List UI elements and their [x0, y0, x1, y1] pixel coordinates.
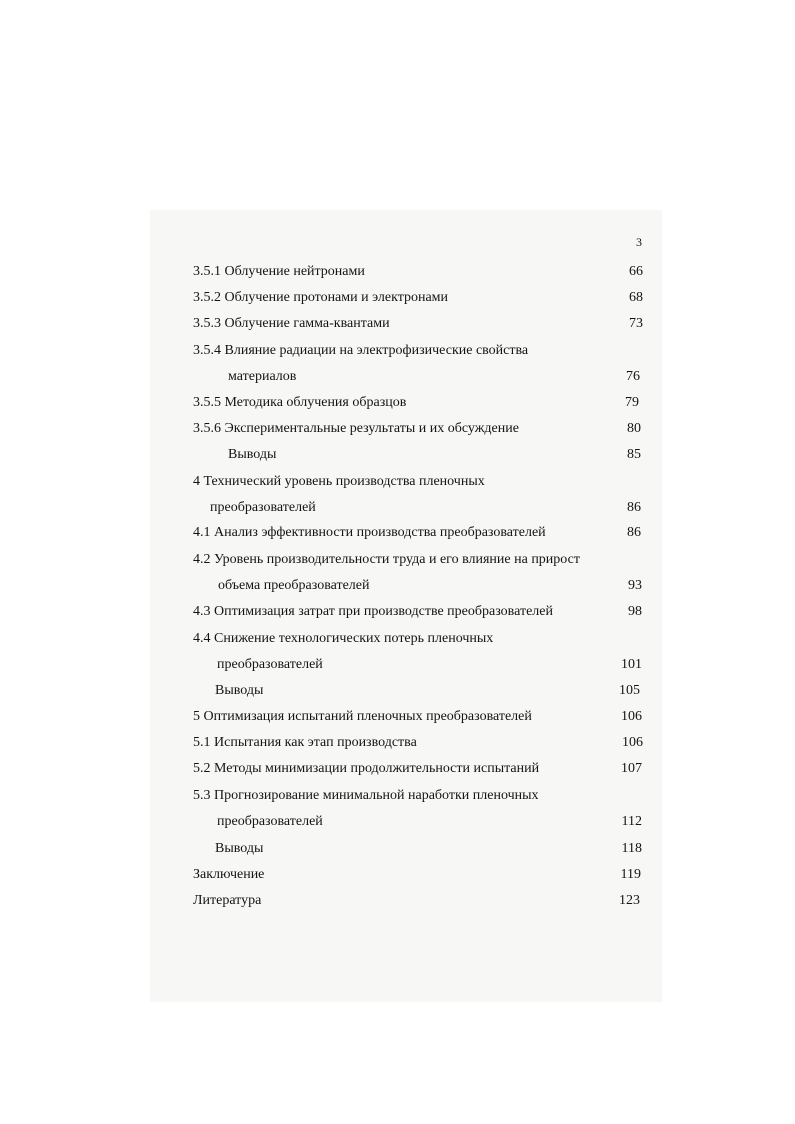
- toc-label: Заключение: [193, 867, 265, 882]
- toc-label: 4.3 Оптимизация затрат при производстве преобразователей: [193, 604, 553, 619]
- toc-page-number: 105: [619, 683, 640, 698]
- toc-page-number: 119: [620, 867, 641, 882]
- toc-page-number: 68: [629, 290, 643, 305]
- toc-label: 4.2 Уровень производительности труда и его влияние на прирост: [193, 552, 580, 567]
- toc-label: Литература: [193, 893, 262, 908]
- toc-label: 5.3 Прогнозирование минимальной наработки пленочных: [193, 788, 539, 803]
- toc-label: 3.5.2 Облучение протонами и электронами: [193, 290, 449, 305]
- toc-page-number: 73: [629, 316, 643, 331]
- toc-line: [210, 498, 641, 518]
- toc-page-number: 79: [625, 395, 639, 410]
- toc-page-number: 106: [621, 709, 642, 724]
- toc-label: объема преобразователей: [218, 578, 370, 593]
- toc-line: [193, 891, 640, 911]
- toc-line: [193, 288, 643, 308]
- toc-page-number: 101: [621, 657, 642, 672]
- toc-line: [215, 681, 640, 701]
- toc-label: преобразователей: [210, 500, 316, 515]
- toc-line: [193, 602, 642, 622]
- toc-page-number: 76: [626, 369, 640, 384]
- toc-line: [228, 445, 641, 465]
- page-number: 3: [636, 235, 642, 249]
- toc-label: 5.1 Испытания как этап производства: [193, 735, 417, 750]
- toc-line: [193, 472, 641, 492]
- toc-label: 3.5.5 Методика облучения образцов: [193, 395, 407, 410]
- toc-label: Выводы: [215, 841, 264, 856]
- toc-line: [193, 262, 643, 282]
- toc-label: преобразователей: [217, 657, 323, 672]
- toc-page-number: 106: [622, 735, 643, 750]
- toc-line: [193, 733, 643, 753]
- toc-page-number: 112: [621, 814, 642, 829]
- toc-label: Выводы: [215, 683, 264, 698]
- toc-page-number: 85: [627, 447, 641, 462]
- toc-line: [193, 393, 639, 413]
- toc-label: 3.5.4 Влияние радиации на электрофизические свойства: [193, 343, 529, 358]
- toc-line: [193, 759, 642, 779]
- toc-line: [193, 550, 641, 570]
- toc-label: 4 Технический уровень производства пленочных: [193, 474, 485, 489]
- toc-label: 5 Оптимизация испытаний пленочных преобразователей: [193, 709, 532, 724]
- toc-label: Выводы: [228, 447, 277, 462]
- toc-page-number: 118: [621, 841, 642, 856]
- toc-label: материалов: [228, 369, 297, 384]
- toc-page-number: 80: [627, 421, 641, 436]
- toc-line: [193, 865, 641, 885]
- toc-label: 3.5.6 Экспериментальные результаты и их обсуждение: [193, 421, 519, 436]
- toc-line: [193, 629, 641, 649]
- toc-line: [193, 314, 643, 334]
- toc-line: [218, 576, 642, 596]
- toc-line: [217, 655, 642, 675]
- toc-page-number: 123: [619, 893, 640, 908]
- toc-page-number: 98: [628, 604, 642, 619]
- toc-page-number: 107: [621, 761, 642, 776]
- toc-line: [193, 707, 642, 727]
- toc-line: [193, 341, 643, 361]
- toc-label: преобразователей: [217, 814, 323, 829]
- toc-page-number: 93: [628, 578, 642, 593]
- toc-label: 4.4 Снижение технологических потерь пленочных: [193, 631, 494, 646]
- toc-page-number: 86: [627, 525, 641, 540]
- toc-label: 3.5.3 Облучение гамма-квантами: [193, 316, 390, 331]
- toc-label: 3.5.1 Облучение нейтронами: [193, 264, 365, 279]
- toc-line: [193, 523, 641, 543]
- toc-line: [215, 839, 642, 859]
- toc-line: [228, 367, 640, 387]
- toc-page-number: 66: [629, 264, 643, 279]
- toc-line: [217, 812, 642, 832]
- toc-label: 4.1 Анализ эффективности производства преобразователей: [193, 525, 546, 540]
- toc-label: 5.2 Методы минимизации продолжительности испытаний: [193, 761, 540, 776]
- toc-page-number: 86: [627, 500, 641, 515]
- toc-line: [193, 786, 643, 806]
- toc-line: [193, 419, 641, 439]
